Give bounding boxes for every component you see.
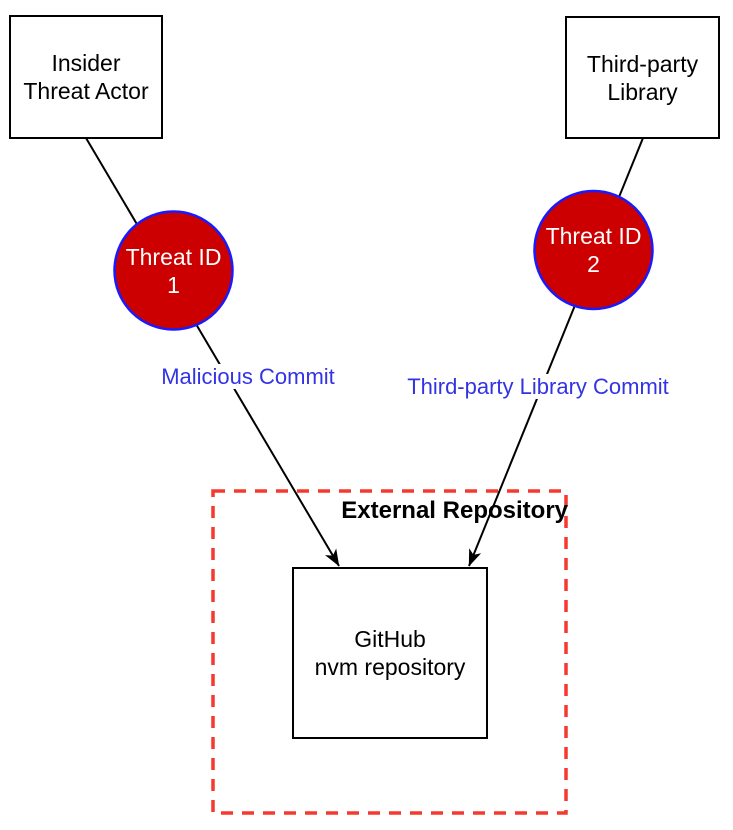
third-party-library-node xyxy=(566,17,719,138)
malicious-commit-edge-label-text: Malicious Commit xyxy=(158,364,338,389)
insider-threat-actor-label-line2: Threat Actor xyxy=(23,78,149,104)
threat-id-2-label-line1: Threat ID xyxy=(545,223,642,249)
threat-id-1-label-line1: Threat ID xyxy=(125,243,222,270)
github-nvm-repository-label-line2: nvm repository xyxy=(314,654,466,680)
insider-threat-actor-label-line1: Insider xyxy=(51,50,121,76)
threat-id-1-label-line2: 1 xyxy=(167,271,180,298)
third-party-library-commit-edge-label-text: Third-party Library Commit xyxy=(404,374,672,399)
edge-malicious-commit-line xyxy=(86,138,339,566)
threat-id-1-node xyxy=(115,212,233,330)
github-nvm-repository-label-line1: GitHub xyxy=(354,626,426,652)
third-party-library-label-line1: Third-party xyxy=(586,50,699,77)
external-repository-group-label: External Repository xyxy=(341,497,568,524)
third-party-library-label-line2: Library xyxy=(607,78,678,105)
threat-id-2-node xyxy=(535,191,653,309)
threat-id-2-label-line2: 2 xyxy=(587,251,600,277)
github-nvm-repository-node xyxy=(293,568,487,738)
insider-threat-actor-node xyxy=(10,16,162,138)
